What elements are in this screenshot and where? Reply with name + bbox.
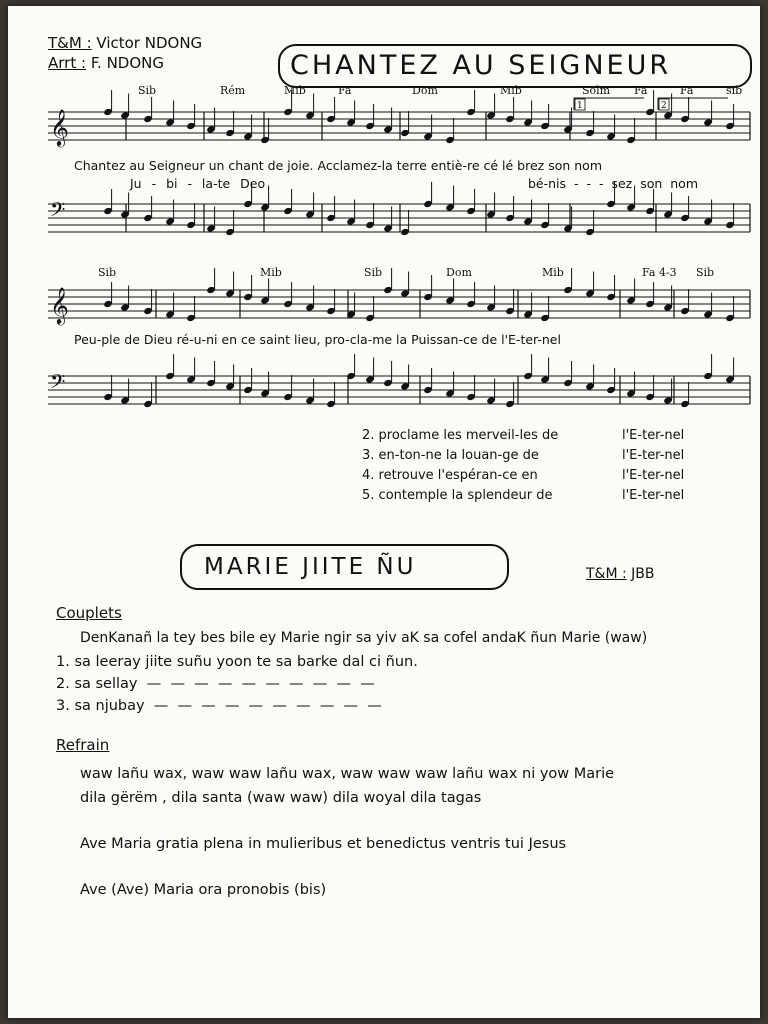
lyric-line-2a: Ju - bi - la-te Deo bbox=[130, 176, 266, 191]
verse-number: 3. bbox=[362, 448, 379, 463]
bass-clef-icon: 𝄢 bbox=[50, 370, 66, 398]
song2-title: MARIE JIITE ÑU bbox=[204, 554, 417, 580]
verse-text: contemple la splendeur de bbox=[378, 488, 553, 503]
chord-symbol: Dom bbox=[412, 84, 438, 97]
verse-number: 2. bbox=[362, 428, 379, 443]
refrain-line: Ave (Ave) Maria ora pronobis (bis) bbox=[80, 882, 327, 898]
lyrics-credit-label: T&M : bbox=[48, 34, 92, 52]
chord-symbol: Sib bbox=[98, 266, 117, 279]
treble-clef-icon: 𝄞 bbox=[50, 286, 69, 324]
arrangement-credit-label: Arrt : bbox=[48, 54, 87, 72]
lyric-line-1: Chantez au Seigneur un chant de joie. Acclamez-la terre entiè-re cé lé brez son nom bbox=[74, 158, 603, 173]
verse-text: en-ton-ne la louan-ge de bbox=[378, 448, 539, 463]
verse-line bbox=[362, 428, 702, 443]
song2-credit bbox=[586, 566, 655, 582]
refrain-line: dila gërëm , dila santa (waw waw) dila woyal dila tagas bbox=[80, 790, 482, 806]
couplets-intro: DenKanañ la tey bes bile ey Marie ngir sa yiv aK sa cofel andaK ñun Marie (waw) bbox=[80, 630, 648, 646]
verse-number: 4. bbox=[362, 468, 379, 483]
verse-line bbox=[362, 468, 702, 483]
chord-symbol: Sib bbox=[696, 266, 715, 279]
volta-bracket bbox=[574, 98, 644, 110]
verse-line bbox=[362, 488, 702, 503]
verse-line bbox=[362, 448, 702, 463]
verse-ending: l'E-ter-nel bbox=[622, 448, 685, 463]
lyric-line-3: Peu-ple de Dieu ré-u-ni en ce saint lieu, pro-cla-me la Puissan-ce de l'E-ter-nel bbox=[74, 332, 561, 347]
couplet-number: 2. bbox=[56, 676, 75, 692]
verse-ending: l'E-ter-nel bbox=[622, 468, 685, 483]
chord-symbol: Solm bbox=[582, 84, 611, 97]
couplet-text: sa leeray jiite suñu yoon te sa barke dal ci ñun. bbox=[74, 654, 418, 670]
chord-symbol: Mib bbox=[260, 266, 282, 279]
music-score bbox=[8, 6, 760, 426]
volta-number: 2 bbox=[661, 101, 667, 111]
couplet-text: sa njubay bbox=[74, 698, 145, 714]
repeat-dashes: — — — — — — — — — — bbox=[144, 698, 382, 714]
chord-symbol: Mib bbox=[542, 266, 564, 279]
chord-symbol: Fa bbox=[680, 84, 694, 97]
verse-number: 5. bbox=[362, 488, 379, 503]
chord-symbol: Rém bbox=[220, 84, 246, 97]
repeat-dashes: — — — — — — — — — — bbox=[137, 676, 375, 692]
chord-symbol: Sib bbox=[138, 84, 157, 97]
bass-clef-icon: 𝄢 bbox=[50, 198, 66, 226]
couplet-text: sa sellay bbox=[74, 676, 138, 692]
verse-ending: l'E-ter-nel bbox=[622, 488, 685, 503]
verse-ending: l'E-ter-nel bbox=[622, 428, 685, 443]
chord-symbol: Dom bbox=[446, 266, 472, 279]
chord-symbol: Sib bbox=[364, 266, 383, 279]
refrain-line: waw lañu wax, waw waw lañu wax, waw waw waw lañu wax ni yow Marie bbox=[80, 766, 615, 782]
verse-text: retrouve l'espéran-ce en bbox=[378, 468, 538, 483]
chord-symbol: Fa bbox=[634, 84, 648, 97]
refrain-line: Ave Maria gratia plena in mulieribus et benedictus ventris tui Jesus bbox=[80, 836, 567, 852]
chord-symbol: Fa bbox=[338, 84, 352, 97]
couplets-heading: Couplets bbox=[56, 604, 122, 622]
verse-text: proclame les merveil-les de bbox=[378, 428, 559, 443]
volta-number: 1 bbox=[577, 101, 583, 111]
song2-credit-name: JBB bbox=[631, 566, 655, 582]
sheet-page bbox=[8, 6, 760, 1018]
lyrics-credit-name: Victor NDONG bbox=[96, 34, 203, 52]
refrain-heading: Refrain bbox=[56, 736, 110, 754]
chord-symbol: sib bbox=[726, 84, 743, 97]
chord-symbol: Mib bbox=[284, 84, 306, 97]
chord-symbol: Mib bbox=[500, 84, 522, 97]
treble-clef-icon: 𝄞 bbox=[50, 108, 69, 146]
couplet-number: 3. bbox=[56, 698, 75, 714]
song1-title: CHANTEZ AU SEIGNEUR bbox=[290, 50, 672, 81]
volta-bracket bbox=[658, 98, 728, 110]
couplet-line bbox=[56, 698, 382, 714]
lyric-line-2b: bé-nis - - - sez son nom bbox=[528, 176, 699, 191]
couplet-number: 1. bbox=[56, 654, 75, 670]
song2-credit-label: T&M : bbox=[586, 566, 627, 582]
chord-symbol: Fa 4-3 bbox=[642, 266, 677, 279]
couplet-line bbox=[56, 676, 375, 692]
arrangement-credit-name: F. NDONG bbox=[90, 54, 165, 72]
couplet-line bbox=[56, 654, 418, 670]
